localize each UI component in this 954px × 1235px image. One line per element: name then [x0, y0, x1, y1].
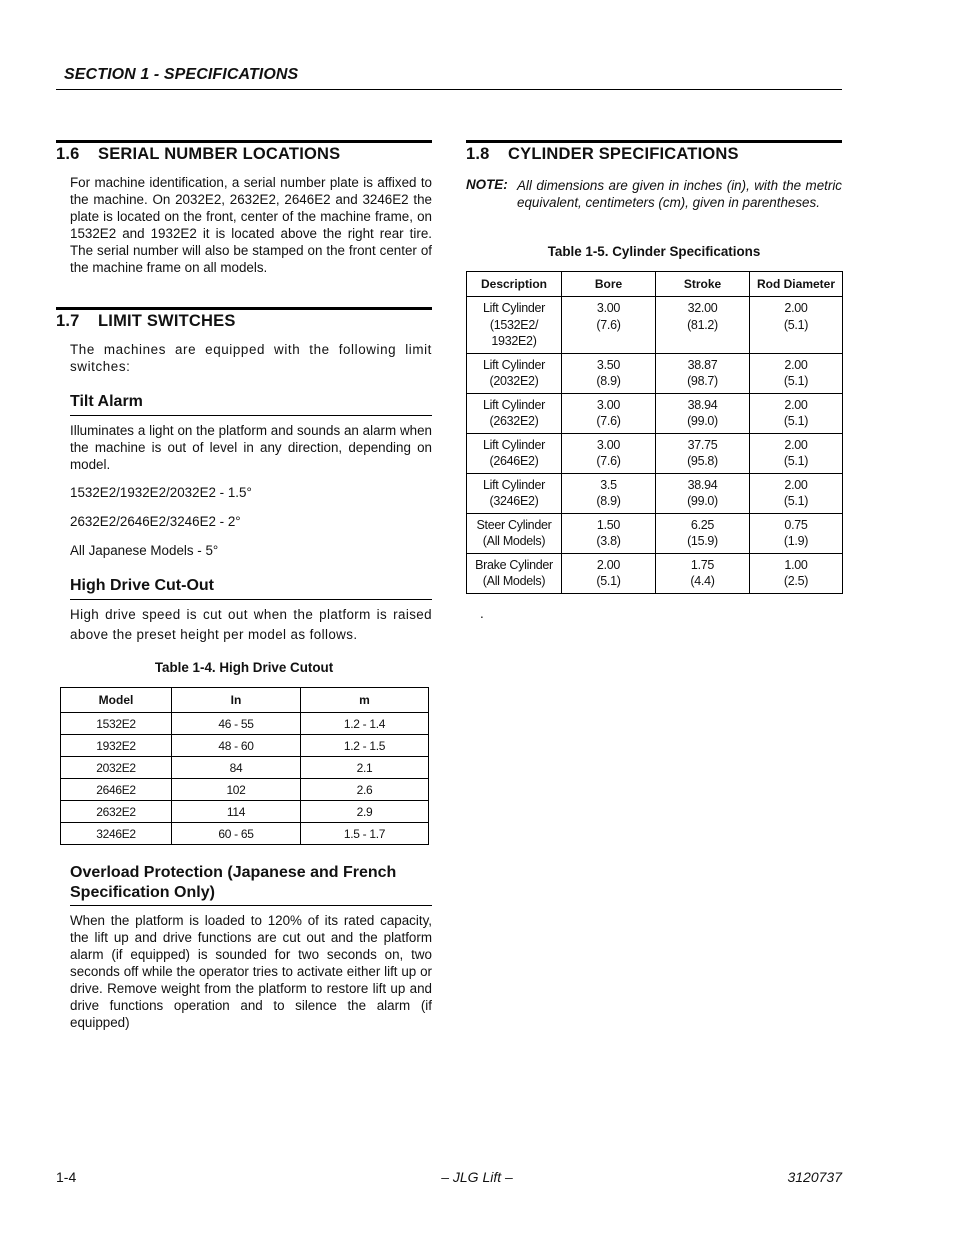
- table-row: [61, 735, 429, 757]
- cell-line: (4.4): [690, 574, 715, 588]
- cell-line: (1.9): [783, 534, 809, 548]
- cell-line: (2.5): [783, 574, 809, 588]
- cell-line: 1.50: [596, 517, 621, 532]
- table-cell-bore: [562, 473, 656, 513]
- cell-line: 3.5: [600, 477, 617, 492]
- table-cell-description: [467, 553, 562, 593]
- cell-line: 2.00: [784, 357, 808, 372]
- table-cell-stroke: [656, 297, 750, 354]
- high-drive-paragraph: High drive speed is cut out when the platform is raised above the preset height per model as follows.: [70, 607, 432, 642]
- cell-line: (5.1): [783, 317, 809, 332]
- cell-line: (81.2): [687, 317, 718, 332]
- table-cell: 2632E2: [61, 801, 172, 823]
- table-cell-bore: [562, 553, 656, 593]
- table-cell: 102: [172, 779, 301, 801]
- cell-line: (5.1): [596, 574, 621, 588]
- table-cell-stroke: [656, 353, 750, 393]
- section-rule: [56, 140, 432, 143]
- section-title: LIMIT SWITCHES: [98, 312, 236, 330]
- section-heading-1-6: [56, 145, 340, 164]
- table-cell-rod-diameter: [750, 393, 843, 433]
- note-text: All dimensions are given in inches (in), with the metric equivalent, centimeters (cm), given in parentheses.: [517, 178, 842, 210]
- section-header: SECTION 1 - SPECIFICATIONS: [64, 66, 299, 83]
- table-cell: 2.1: [301, 757, 429, 779]
- tilt-alarm-heading: Tilt Alarm: [70, 393, 143, 410]
- table-cell-rod-diameter: [750, 473, 843, 513]
- page-number: 1-4: [56, 1169, 77, 1185]
- section-number: 1.8: [466, 145, 490, 163]
- table-cell-rod-diameter: [750, 553, 843, 593]
- column-header: m: [301, 688, 429, 713]
- document-number: 3120737: [787, 1169, 842, 1185]
- limit-switches-intro: The machines are equipped with the following limit switches:: [70, 342, 432, 374]
- cell-line: 3.00: [596, 301, 621, 315]
- table-cell-rod-diameter: [750, 353, 843, 393]
- cell-line: (5.1): [783, 454, 809, 468]
- cylinder-specifications-table: [466, 271, 843, 594]
- table-cell-description: [467, 473, 562, 513]
- cell-line: 2.00: [784, 477, 808, 492]
- column-header: Description: [467, 272, 562, 297]
- heading-line: Specification Only): [70, 884, 215, 901]
- high-drive-heading: High Drive Cut-Out: [70, 577, 214, 594]
- table-row: [61, 757, 429, 779]
- cell-line: 6.25: [690, 517, 715, 532]
- cell-line: (3.8): [596, 534, 621, 548]
- table-cell: 1.5 - 1.7: [301, 823, 429, 845]
- table-row: [467, 353, 843, 393]
- cell-line: Brake Cylinder: [475, 557, 553, 572]
- table-row: [467, 553, 843, 593]
- note-label: NOTE:: [466, 177, 508, 192]
- table-row: [61, 713, 429, 735]
- cell-line: (All Models): [482, 534, 546, 548]
- table-cell: 48 - 60: [172, 735, 301, 757]
- table-cell-bore: [562, 433, 656, 473]
- table-cell: 1932E2: [61, 735, 172, 757]
- column-header: Stroke: [656, 272, 750, 297]
- cell-line: 1.00: [784, 557, 808, 572]
- cell-line: (7.6): [596, 454, 621, 468]
- header-rule: [56, 89, 842, 90]
- table-cell: 2646E2: [61, 779, 172, 801]
- table-caption: Table 1-5. Cylinder Specifications: [547, 244, 761, 259]
- section-rule: [466, 140, 842, 143]
- cell-line: Steer Cylinder: [476, 517, 552, 532]
- cell-line: (2646E2): [489, 454, 539, 468]
- column-header: In: [172, 688, 301, 713]
- section-rule: [56, 307, 432, 310]
- table-cell-stroke: [656, 553, 750, 593]
- table-cell: 2.9: [301, 801, 429, 823]
- table-header-row: [467, 272, 843, 297]
- tilt-spec-line: All Japanese Models - 5°: [70, 543, 219, 558]
- table-cell: 2.6: [301, 779, 429, 801]
- heading-line: Overload Protection (Japanese and French: [70, 864, 397, 881]
- section-number: 1.6: [56, 145, 80, 163]
- table-cell-bore: [562, 297, 656, 354]
- tilt-alarm-paragraph: Illuminates a light on the platform and sounds an alarm when the machine is out of level in any direction, depending on model.: [70, 423, 432, 472]
- table-row: [467, 513, 843, 553]
- cell-line: 2.00: [784, 437, 808, 452]
- table-row: [467, 393, 843, 433]
- cell-line: (3246E2): [489, 494, 539, 508]
- cell-line: (99.0): [687, 494, 718, 508]
- section-title: SERIAL NUMBER LOCATIONS: [98, 145, 341, 163]
- high-drive-cutout-table: [60, 687, 429, 845]
- table-cell-rod-diameter: [750, 433, 843, 473]
- table-cell-description: [467, 297, 562, 354]
- table-cell: 84: [172, 757, 301, 779]
- table-cell: 114: [172, 801, 301, 823]
- table-cell-description: [467, 393, 562, 433]
- subsection-rule: [70, 599, 432, 600]
- table-cell-description: [467, 353, 562, 393]
- cell-line: (8.9): [596, 374, 621, 388]
- table-row: [61, 779, 429, 801]
- cell-line: 38.94: [687, 477, 718, 492]
- table-cell-bore: [562, 393, 656, 433]
- cell-line: 1932E2): [491, 334, 537, 348]
- subsection-rule: [70, 905, 432, 906]
- cell-line: (98.7): [687, 374, 718, 388]
- table-cell: 1.2 - 1.5: [301, 735, 429, 757]
- column-header: Bore: [562, 272, 656, 297]
- cell-line: 32.00: [687, 301, 718, 315]
- cell-line: Lift Cylinder: [482, 357, 546, 372]
- table-cell: 2032E2: [61, 757, 172, 779]
- cell-line: 38.87: [687, 357, 718, 372]
- cell-line: Lift Cylinder: [482, 397, 546, 412]
- cell-line: 3.00: [596, 437, 621, 452]
- section-title: CYLINDER SPECIFICATIONS: [508, 145, 739, 163]
- table-cell-stroke: [656, 473, 750, 513]
- table-cell-rod-diameter: [750, 513, 843, 553]
- section-heading-1-8: [466, 145, 739, 164]
- trailing-period: .: [480, 606, 484, 621]
- table-row: [467, 297, 843, 354]
- table-row: [61, 801, 429, 823]
- table-cell: 1.2 - 1.4: [301, 713, 429, 735]
- cell-line: (5.1): [783, 494, 809, 508]
- cell-line: 0.75: [784, 517, 808, 532]
- table-cell-bore: [562, 513, 656, 553]
- cell-line: (7.6): [596, 414, 621, 428]
- cell-line: (5.1): [783, 414, 809, 428]
- table-row: [467, 473, 843, 513]
- cell-line: 1.75: [690, 557, 715, 572]
- table-row: [61, 823, 429, 845]
- cell-line: 2.00: [784, 397, 808, 412]
- table-cell-stroke: [656, 513, 750, 553]
- cell-line: 2.00: [784, 301, 808, 315]
- overload-protection-heading: [70, 863, 396, 903]
- cell-line: 3.00: [596, 397, 621, 412]
- table-cell-stroke: [656, 433, 750, 473]
- table-row: [467, 433, 843, 473]
- table-header-row: [61, 688, 429, 713]
- table-cell: 1532E2: [61, 713, 172, 735]
- cell-line: (2632E2): [489, 414, 539, 428]
- cell-line: (All Models): [482, 574, 546, 588]
- cell-line: Lift Cylinder: [482, 477, 546, 492]
- tilt-spec-line: 2632E2/2646E2/3246E2 - 2°: [70, 514, 241, 529]
- subsection-rule: [70, 415, 432, 416]
- footer-brand: – JLG Lift –: [441, 1169, 513, 1185]
- tilt-spec-line: 1532E2/1932E2/2032E2 - 1.5°: [70, 485, 252, 500]
- table-cell-stroke: [656, 393, 750, 433]
- cell-line: 3.50: [596, 357, 621, 372]
- table-caption: Table 1-4. High Drive Cutout: [154, 660, 334, 675]
- table-cell-rod-diameter: [750, 297, 843, 354]
- table-cell: 3246E2: [61, 823, 172, 845]
- cell-line: (95.8): [687, 454, 718, 468]
- cell-line: (15.9): [687, 534, 718, 548]
- table-cell-description: [467, 433, 562, 473]
- cell-line: (7.6): [596, 317, 621, 332]
- cell-line: 38.94: [687, 397, 718, 412]
- cell-line: (5.1): [783, 374, 809, 388]
- serial-number-paragraph: For machine identification, a serial number plate is affixed to the machine. On 2032E2, 2632E2, 2646E2 and 3246E2 the plate is located on the front, center of the machine frame, on 1532E2 and 1932E2 it is located above the right rear tire. The serial number will also be stamped on the front center of the machine frame on all models.: [70, 175, 432, 275]
- cell-line: 2.00: [596, 557, 621, 572]
- overload-protection-paragraph: When the platform is loaded to 120% of its rated capacity, the lift up and drive functions are cut out and the platform alarm (if equipped) is sounded for two seconds on, two seconds off while the operator tries to activate either lift up or drive. Remove weight from the platform to restore lift up and drive functions operation and to silence the alarm (if equipped): [70, 913, 432, 1030]
- table-cell-bore: [562, 353, 656, 393]
- cell-line: (99.0): [687, 414, 718, 428]
- column-header: Rod Diameter: [750, 272, 843, 297]
- table-cell-description: [467, 513, 562, 553]
- section-heading-1-7: [56, 312, 236, 331]
- cell-line: (1532E2/: [489, 317, 539, 332]
- cell-line: (2032E2): [489, 374, 539, 388]
- column-header: Model: [61, 688, 172, 713]
- cell-line: Lift Cylinder: [482, 437, 546, 452]
- table-cell: 46 - 55: [172, 713, 301, 735]
- cell-line: (8.9): [596, 494, 621, 508]
- cell-line: Lift Cylinder: [482, 301, 546, 315]
- cell-line: 37.75: [687, 437, 718, 452]
- table-cell: 60 - 65: [172, 823, 301, 845]
- section-number: 1.7: [56, 312, 80, 330]
